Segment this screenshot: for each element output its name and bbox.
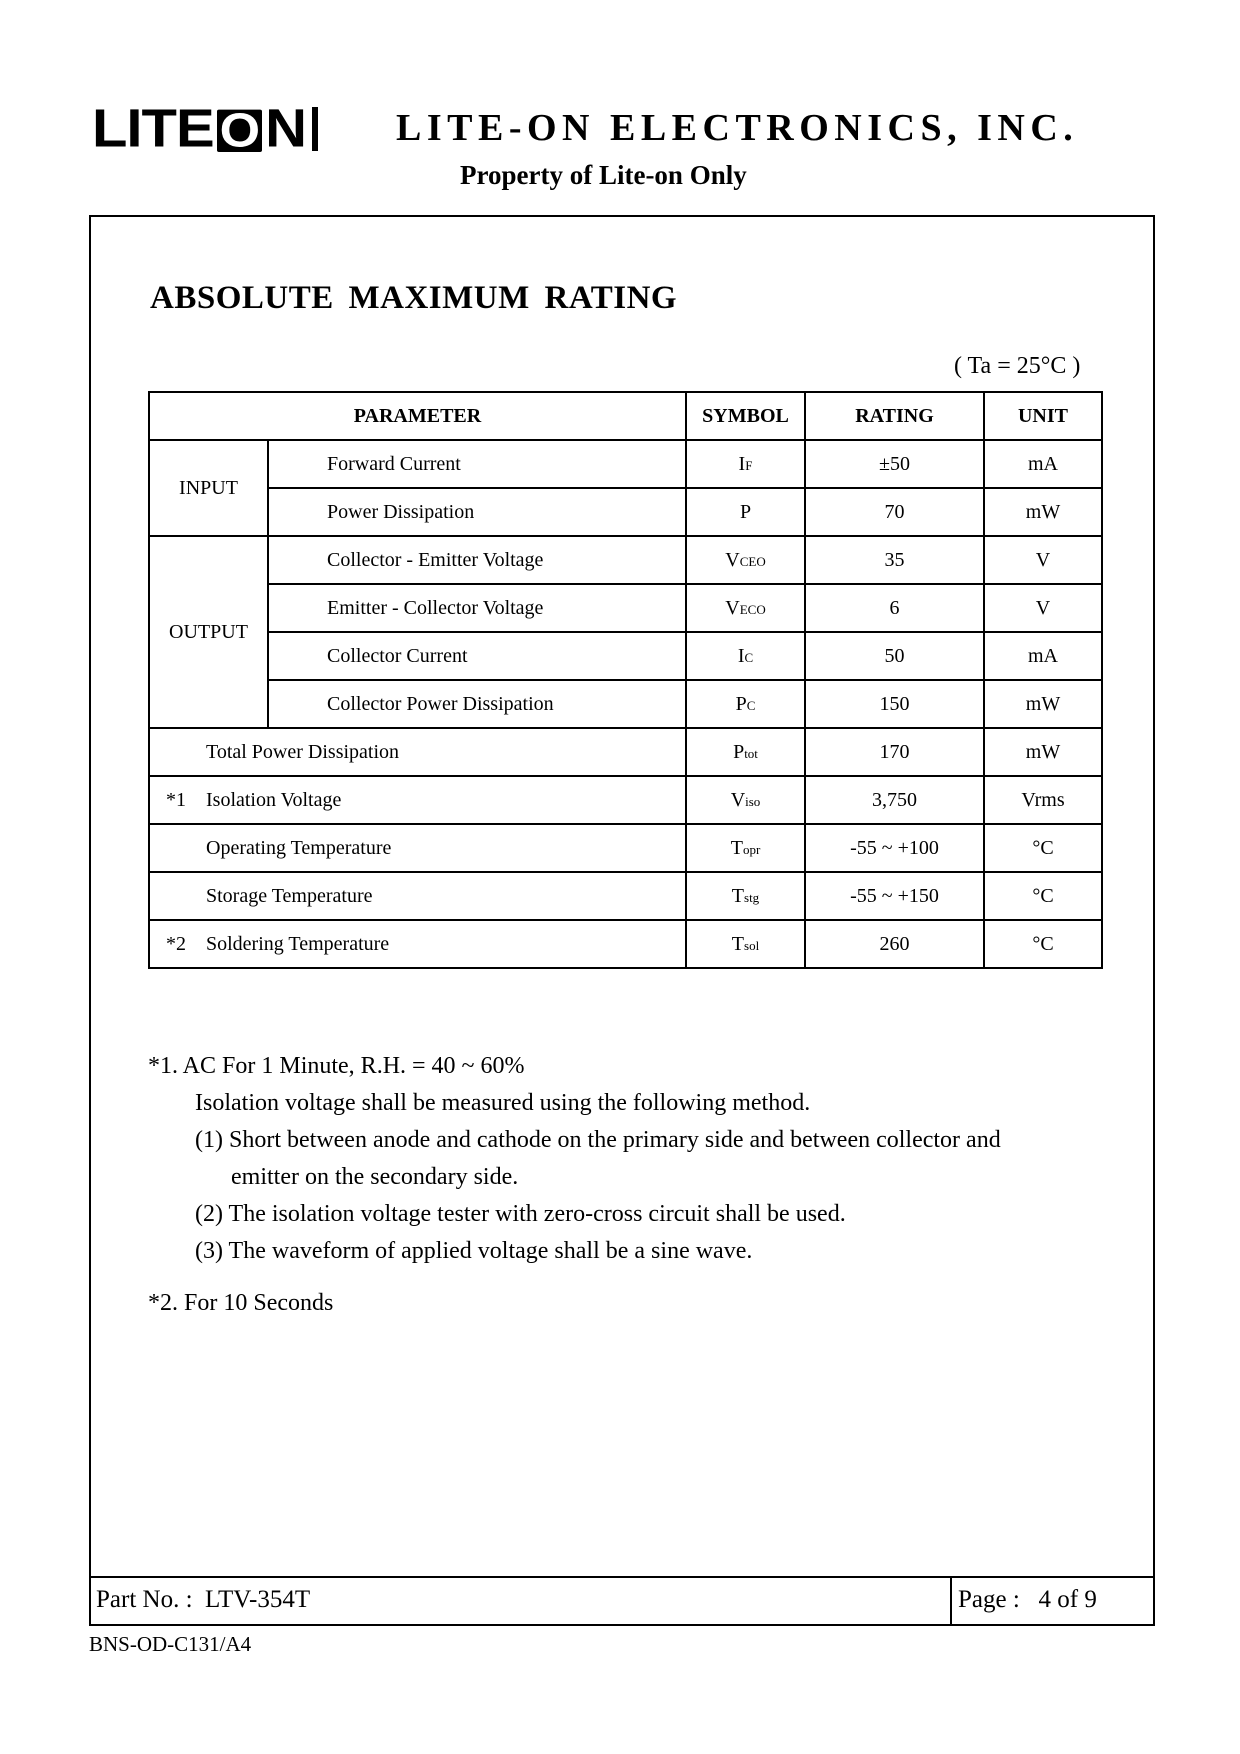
ratings-table <box>148 391 1103 969</box>
rating-cell: 260 <box>805 920 984 968</box>
unit-cell: mA <box>984 632 1102 680</box>
table-header-row <box>149 392 1102 440</box>
param-cell: Forward Current <box>268 440 686 488</box>
symbol-main: V <box>730 788 746 811</box>
table-row <box>149 488 1102 536</box>
symbol-sub: opr <box>742 841 761 857</box>
note-mark: *1 <box>166 788 186 811</box>
rating-cell: -55 ~ +100 <box>805 824 984 872</box>
document-id: BNS-OD-C131/A4 <box>89 1632 252 1656</box>
table-row <box>149 632 1102 680</box>
part-label: Part No. : <box>96 1586 193 1613</box>
unit-cell: mW <box>984 680 1102 728</box>
param-text: Storage Temperature <box>206 884 373 907</box>
header-rating: RATING <box>805 392 984 440</box>
unit-cell: mW <box>984 488 1102 536</box>
symbol-cell <box>686 632 805 680</box>
table-row <box>149 872 1102 920</box>
note-1-item-2: (2) The isolation voltage tester with zero-cross circuit shall be used. <box>195 1201 846 1227</box>
symbol-cell <box>686 680 805 728</box>
rating-cell: 70 <box>805 488 984 536</box>
rating-cell: -55 ~ +150 <box>805 872 984 920</box>
param-cell <box>149 824 686 872</box>
header-symbol: SYMBOL <box>686 392 805 440</box>
symbol-sub: stg <box>744 889 760 905</box>
symbol-main: T <box>731 884 745 907</box>
page-number <box>958 1586 1097 1614</box>
table-row <box>149 920 1102 968</box>
symbol-cell <box>686 536 805 584</box>
logo-right-text: N <box>265 98 307 159</box>
param-text: Operating Temperature <box>206 836 392 859</box>
table-row <box>149 680 1102 728</box>
table-row <box>149 584 1102 632</box>
symbol-main: I <box>738 452 746 475</box>
symbol-sub: sol <box>744 937 760 953</box>
footnotes <box>148 1048 1001 1322</box>
note-1-item-1-cont: emitter on the secondary side. <box>231 1164 519 1190</box>
symbol-cell <box>686 824 805 872</box>
page-value: 4 of 9 <box>1038 1586 1097 1613</box>
symbol-main: P <box>733 740 745 763</box>
param-cell: Collector Power Dissipation <box>268 680 686 728</box>
symbol-main: P <box>735 692 747 715</box>
rating-cell: 35 <box>805 536 984 584</box>
rating-cell: 3,750 <box>805 776 984 824</box>
note-1: *1. AC For 1 Minute, R.H. = 40 ~ 60% <box>148 1053 525 1079</box>
param-cell <box>149 776 686 824</box>
symbol-sub: CEO <box>739 553 766 569</box>
symbol-cell <box>686 872 805 920</box>
note-1-item-3: (3) The waveform of applied voltage shall be a sine wave. <box>195 1238 753 1264</box>
symbol-cell <box>686 488 805 536</box>
unit-cell: °C <box>984 824 1102 872</box>
symbol-cell <box>686 920 805 968</box>
part-number <box>96 1586 310 1614</box>
param-cell <box>149 728 686 776</box>
note-2: *2. For 10 Seconds <box>148 1290 334 1316</box>
rating-cell: ±50 <box>805 440 984 488</box>
symbol-cell <box>686 584 805 632</box>
ambient-condition: ( Ta = 25°C ) <box>954 353 1081 379</box>
symbol-sub: F <box>745 457 753 473</box>
rating-cell: 150 <box>805 680 984 728</box>
symbol-main: V <box>725 596 740 619</box>
page-label: Page : <box>958 1586 1020 1613</box>
note-1-item-1: (1) Short between anode and cathode on the primary side and between collector and <box>195 1127 1001 1153</box>
symbol-sub: C <box>744 649 754 665</box>
symbol-sub: C <box>746 697 756 713</box>
part-value: LTV-354T <box>205 1586 311 1613</box>
param-cell <box>149 920 686 968</box>
logo-left-text: LITE <box>92 98 214 159</box>
table-row <box>149 776 1102 824</box>
param-cell: Emitter - Collector Voltage <box>268 584 686 632</box>
note-1-intro: Isolation voltage shall be measured using the following method. <box>195 1090 811 1116</box>
symbol-main: T <box>730 836 743 859</box>
logo-wordmark <box>92 98 307 159</box>
symbol-cell <box>686 776 805 824</box>
param-cell: Collector Current <box>268 632 686 680</box>
note-mark: *2 <box>166 932 186 955</box>
header-parameter: PARAMETER <box>149 392 686 440</box>
rating-cell: 6 <box>805 584 984 632</box>
param-cell: Collector - Emitter Voltage <box>268 536 686 584</box>
unit-cell: °C <box>984 872 1102 920</box>
table-row <box>149 824 1102 872</box>
symbol-sub: iso <box>745 793 761 809</box>
logo-o-block: O <box>217 110 262 152</box>
group-input: INPUT <box>149 440 268 536</box>
symbol-main: T <box>731 932 745 955</box>
company-name: LITE-ON ELECTRONICS, INC. <box>396 107 1079 149</box>
param-text: Total Power Dissipation <box>206 740 400 763</box>
header-unit: UNIT <box>984 392 1102 440</box>
symbol-main: V <box>725 548 740 571</box>
rating-cell: 50 <box>805 632 984 680</box>
table-row <box>149 536 1102 584</box>
unit-cell: V <box>984 584 1102 632</box>
unit-cell: V <box>984 536 1102 584</box>
rating-cell: 170 <box>805 728 984 776</box>
liteon-logo <box>92 98 318 159</box>
symbol-main: I <box>737 644 745 667</box>
param-text: Soldering Temperature <box>206 932 390 955</box>
symbol-sub: ECO <box>739 601 766 617</box>
group-output: OUTPUT <box>149 536 268 728</box>
unit-cell: °C <box>984 920 1102 968</box>
symbol-sub: tot <box>744 745 758 761</box>
footer-separator <box>950 1576 952 1626</box>
table-row <box>149 440 1102 488</box>
section-title: ABSOLUTE MAXIMUM RATING <box>150 280 678 316</box>
param-cell <box>149 872 686 920</box>
logo-bar <box>312 107 318 151</box>
unit-cell: Vrms <box>984 776 1102 824</box>
param-cell: Power Dissipation <box>268 488 686 536</box>
unit-cell: mA <box>984 440 1102 488</box>
symbol-cell <box>686 440 805 488</box>
param-text: Isolation Voltage <box>206 788 342 811</box>
table-row <box>149 728 1102 776</box>
symbol-main: P <box>739 500 752 523</box>
footer-divider <box>89 1576 1155 1578</box>
unit-cell: mW <box>984 728 1102 776</box>
symbol-cell <box>686 728 805 776</box>
property-notice: Property of Lite-on Only <box>460 160 747 190</box>
